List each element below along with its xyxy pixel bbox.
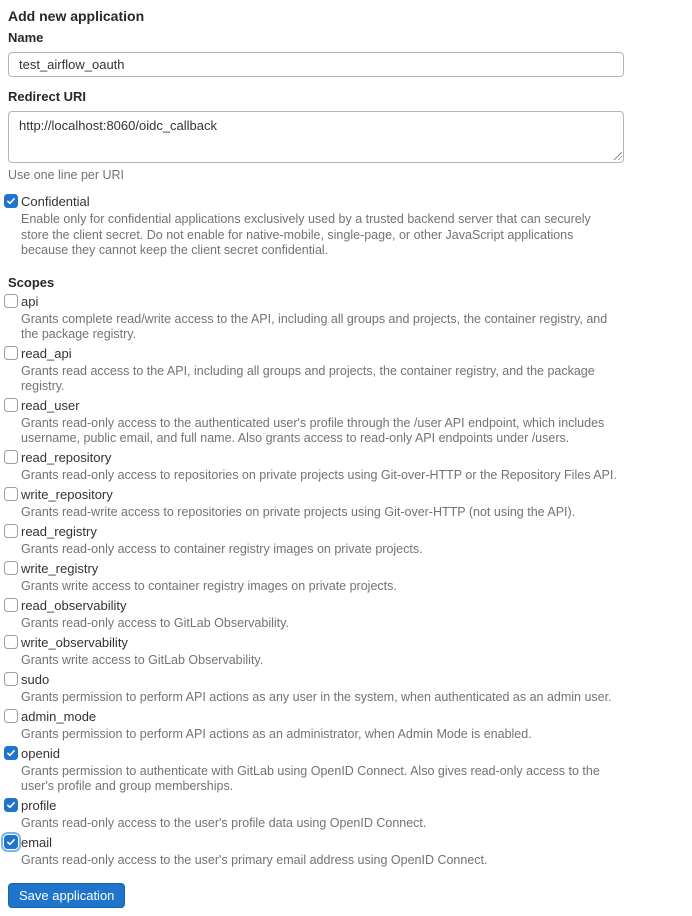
redirect-uri-label: Redirect URI: [8, 89, 87, 104]
scopes-list: [8, 293, 684, 868]
scope-label[interactable]: read_api: [21, 345, 72, 361]
scope-label[interactable]: write_repository: [21, 486, 113, 502]
confidential-row: [8, 193, 684, 259]
checkmark-icon: [6, 196, 16, 206]
scope-description: Grants read-only access to the user's profile data using OpenID Connect.: [21, 815, 427, 830]
scope-label[interactable]: sudo: [21, 671, 50, 687]
scopes-heading: Scopes: [8, 274, 55, 290]
scope-item-admin_mode: [8, 708, 684, 742]
scope-description: Grants read-only access to GitLab Observability.: [21, 615, 289, 630]
scope-description: Grants complete read/write access to the API, including all groups and projects, the container registry, and the package registry.: [21, 311, 608, 341]
scope-checkbox-read_registry[interactable]: [4, 524, 18, 538]
scope-checkbox-sudo[interactable]: [4, 672, 18, 686]
scope-description: Grants read access to the API, including all groups and projects, the container registry, and the package registry.: [21, 363, 595, 393]
confidential-checkbox[interactable]: [4, 194, 18, 208]
scope-description: Grants read-only access to the user's primary email address using OpenID Connect.: [21, 852, 488, 867]
scope-description: Grants permission to authenticate with GitLab using OpenID Connect. Also gives read-only access to the user's profile and group memberships.: [21, 763, 600, 793]
redirect-uri-help: Use one line per URI: [8, 168, 125, 182]
scope-label[interactable]: email: [21, 834, 53, 850]
scope-description: Grants write access to GitLab Observability.: [21, 652, 264, 667]
scope-description: Grants read-only access to repositories on private projects using Git-over-HTTP or the Repository Files API.: [21, 467, 617, 482]
scope-checkbox-read_repository[interactable]: [4, 450, 18, 464]
scope-item-profile: [8, 797, 684, 831]
scope-item-read_repository: [8, 449, 684, 483]
scope-checkbox-read_observability[interactable]: [4, 598, 18, 612]
scope-label[interactable]: openid: [21, 745, 61, 761]
scope-label[interactable]: read_observability: [21, 597, 127, 613]
scope-label[interactable]: read_registry: [21, 523, 97, 539]
confidential-label[interactable]: Confidential: [21, 194, 90, 209]
redirect-uri-textarea[interactable]: [8, 111, 624, 163]
scope-checkbox-write_observability[interactable]: [4, 635, 18, 649]
scope-item-sudo: [8, 671, 684, 705]
scope-label[interactable]: admin_mode: [21, 708, 97, 724]
scope-item-write_observability: [8, 634, 684, 668]
scope-item-openid: [8, 745, 684, 794]
scope-description: Grants write access to container registry images on private projects.: [21, 578, 397, 593]
scope-description: Grants read-write access to repositories on private projects using Git-over-HTTP (not using the API).: [21, 504, 576, 519]
scope-item-email: [8, 834, 684, 868]
redirect-uri-field: [8, 111, 624, 163]
scope-label[interactable]: read_repository: [21, 449, 112, 465]
scope-checkbox-api[interactable]: [4, 294, 18, 308]
scope-label[interactable]: read_user: [21, 397, 80, 413]
scope-description: Grants permission to perform API actions as any user in the system, when authenticated as an admin user.: [21, 689, 612, 704]
scope-checkbox-read_user[interactable]: [4, 398, 18, 412]
scope-label[interactable]: api: [21, 293, 39, 309]
scope-description: Grants read-only access to the authenticated user's profile through the /user API endpoint, which includes username, public email, and full name. Also grants access to read-only API endpoints under /users.: [21, 415, 605, 445]
name-input[interactable]: [8, 52, 624, 77]
scope-checkbox-write_repository[interactable]: [4, 487, 18, 501]
scope-description: Grants read-only access to container registry images on private projects.: [21, 541, 423, 556]
checkmark-icon: [6, 800, 16, 810]
scope-item-read_registry: [8, 523, 684, 557]
scope-item-api: [8, 293, 684, 342]
scope-checkbox-admin_mode[interactable]: [4, 709, 18, 723]
confidential-description: Enable only for confidential applications exclusively used by a trusted backend server that can securely store the client secret. Do not enable for native-mobile, single-page, or other JavaScript applications because they cannot keep the client secret confidential.: [21, 212, 591, 257]
scope-label[interactable]: write_registry: [21, 560, 99, 576]
scope-item-read_observability: [8, 597, 684, 631]
scope-checkbox-read_api[interactable]: [4, 346, 18, 360]
scope-description: Grants permission to perform API actions as an administrator, when Admin Mode is enabled.: [21, 726, 532, 741]
scope-label[interactable]: profile: [21, 797, 57, 813]
scope-checkbox-email[interactable]: [4, 835, 18, 849]
page-title: Add new application: [8, 8, 145, 24]
save-application-button[interactable]: Save application: [8, 883, 125, 908]
scope-item-read_api: [8, 345, 684, 394]
scope-item-write_registry: [8, 560, 684, 594]
checkmark-icon: [6, 837, 16, 847]
checkmark-icon: [6, 748, 16, 758]
scope-checkbox-write_registry[interactable]: [4, 561, 18, 575]
scope-checkbox-openid[interactable]: [4, 746, 18, 760]
scope-item-read_user: [8, 397, 684, 446]
scope-checkbox-profile[interactable]: [4, 798, 18, 812]
name-label: Name: [8, 30, 44, 45]
scope-label[interactable]: write_observability: [21, 634, 128, 650]
scope-item-write_repository: [8, 486, 684, 520]
